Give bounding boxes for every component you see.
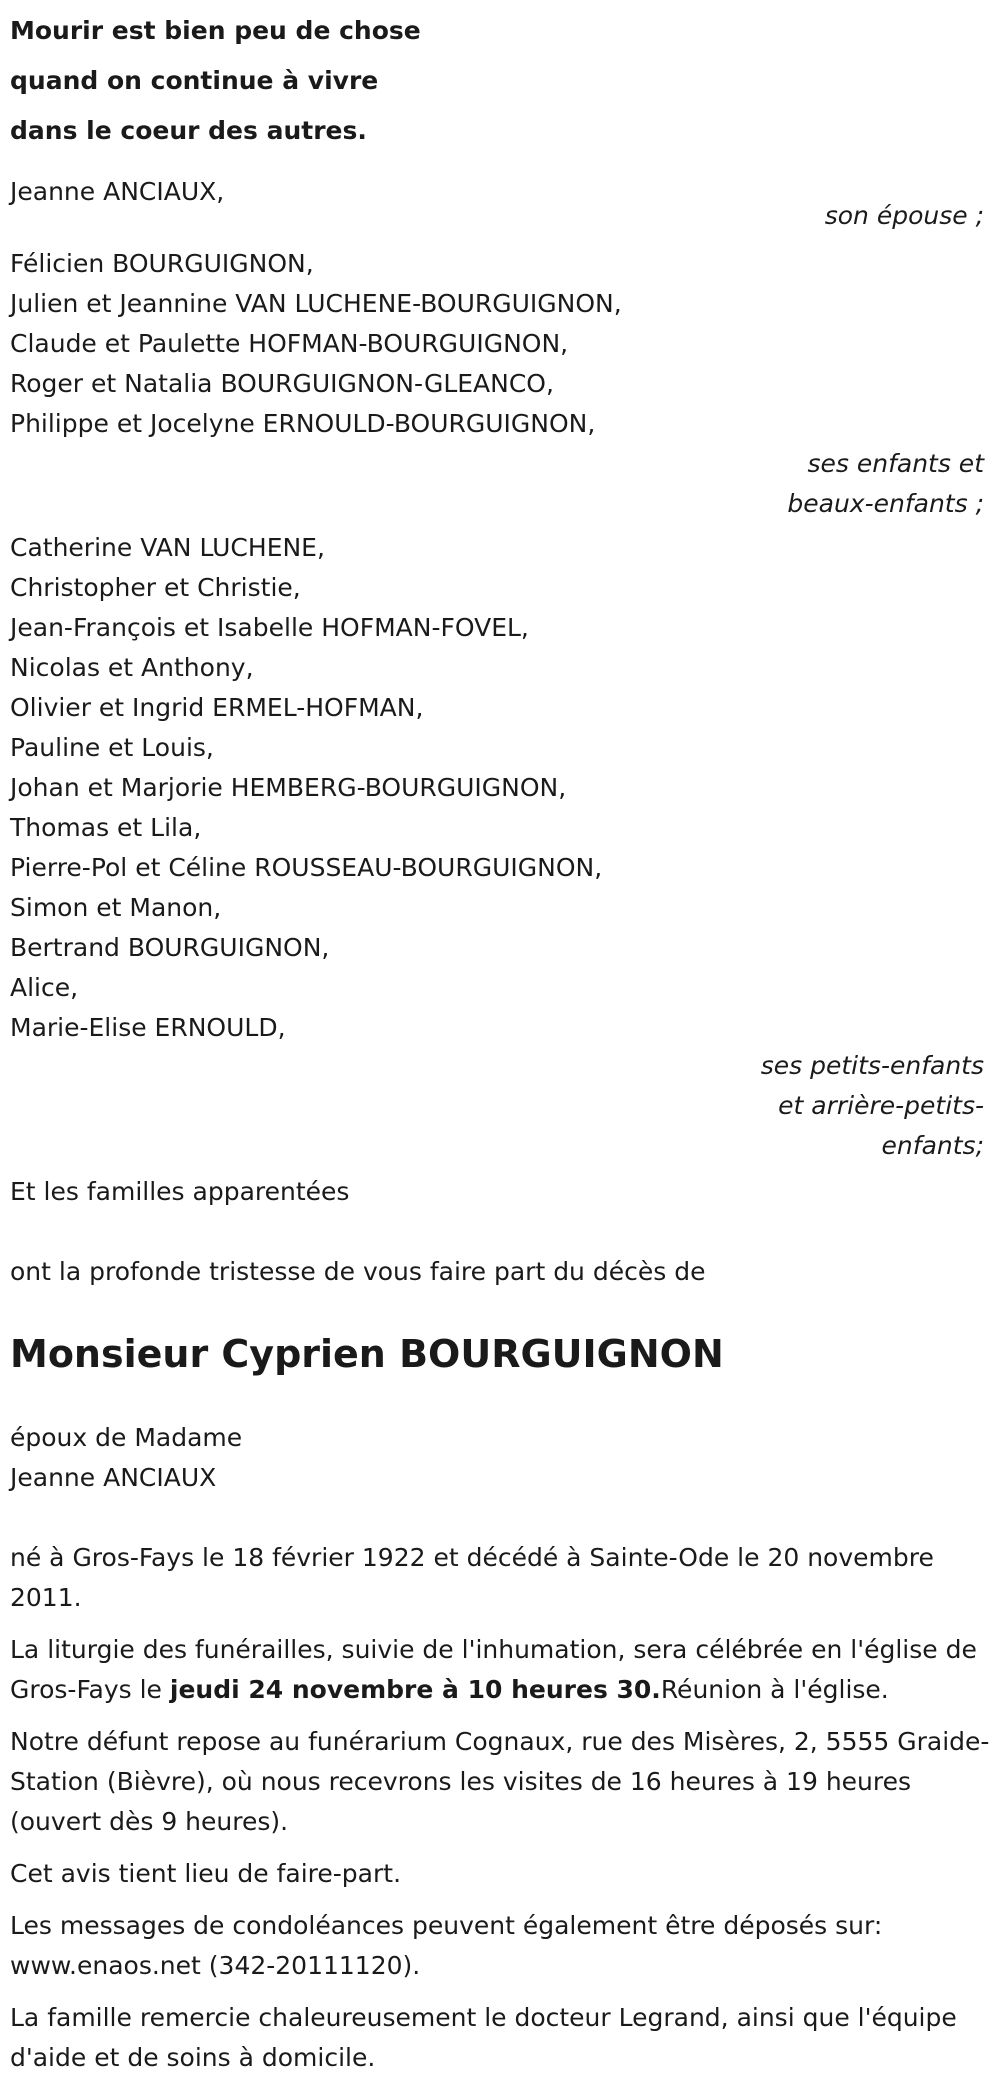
funeral-date-time: jeudi 24 novembre à 10 heures 30.	[169, 1675, 661, 1704]
list-item: Roger et Natalia BOURGUIGNON-GLEANCO,	[10, 369, 554, 398]
list-item: Philippe et Jocelyne ERNOULD-BOURGUIGNON,	[10, 409, 596, 438]
funeral-text-before: La liturgie des funérailles, suivie de l'inhumation, sera célébrée en l'église de Gros-Fays le	[10, 1635, 977, 1704]
notice-text: Cet avis tient lieu de faire-part.	[10, 1859, 402, 1888]
spouse-of-line: époux de Madame	[10, 1423, 243, 1452]
list-item: Thomas et Lila,	[10, 813, 202, 842]
notice-paragraph	[10, 1854, 990, 1894]
role-line: et arrière-petits-	[778, 1091, 984, 1120]
spouse-of	[10, 1418, 990, 1498]
list-item: Simon et Manon,	[10, 893, 222, 922]
list-item: Bertrand BOURGUIGNON,	[10, 933, 330, 962]
grandchildren-list	[10, 528, 990, 1048]
birth-death-text: né à Gros-Fays le 18 février 1922 et décédé à Sainte-Ode le 20 novembre 2011.	[10, 1543, 934, 1612]
condolences-text: Les messages de condoléances peuvent également être déposés sur: www.enaos.net (342-20111120).	[10, 1911, 883, 1980]
visitation-text: Notre défunt repose au funérarium Cognaux, rue des Misères, 2, 5555 Graide-Station (Bièvre), où nous recevrons les visites de 16 heures à 19 heures (ouvert dès 9 heures).	[10, 1727, 990, 1836]
announcement: ont la profonde tristesse de vous faire part du décès de	[10, 1257, 706, 1286]
spouse-role-text: son épouse ;	[824, 201, 984, 230]
epigraph-line: Mourir est bien peu de chose	[10, 16, 421, 45]
list-item: Claude et Paulette HOFMAN-BOURGUIGNON,	[10, 329, 569, 358]
related-families: Et les familles apparentées	[10, 1177, 350, 1206]
list-item: Pierre-Pol et Céline ROUSSEAU-BOURGUIGNON,	[10, 853, 603, 882]
list-item: Olivier et Ingrid ERMEL-HOFMAN,	[10, 693, 424, 722]
list-item: Julien et Jeannine VAN LUCHENE-BOURGUIGNON,	[10, 289, 622, 318]
thanks-text: La famille remercie chaleureusement le docteur Legrand, ainsi que l'équipe d'aide et de soins à domicile.	[10, 2003, 957, 2072]
epigraph-line: quand on continue à vivre	[10, 66, 379, 95]
role-line: ses petits-enfants	[760, 1051, 984, 1080]
spouse-of-line: Jeanne ANCIAUX	[10, 1463, 217, 1492]
list-item: Jean-François et Isabelle HOFMAN-FOVEL,	[10, 613, 529, 642]
role-line: ses enfants et	[807, 449, 984, 478]
epigraph-line: dans le coeur des autres.	[10, 116, 367, 145]
visitation-paragraph	[10, 1722, 990, 1842]
birth-death-paragraph	[10, 1538, 990, 1618]
list-item: Alice,	[10, 973, 79, 1002]
role-line: beaux-enfants ;	[787, 489, 984, 518]
list-item: Marie-Elise ERNOULD,	[10, 1013, 286, 1042]
list-item: Félicien BOURGUIGNON,	[10, 249, 314, 278]
list-item: Johan et Marjorie HEMBERG-BOURGUIGNON,	[10, 773, 567, 802]
list-item: Nicolas et Anthony,	[10, 653, 254, 682]
deceased-name: Monsieur Cyprien BOURGUIGNON	[10, 1332, 724, 1376]
thanks-paragraph	[10, 1998, 990, 2078]
funeral-paragraph	[10, 1630, 990, 1710]
children-list	[10, 244, 990, 444]
list-item: Pauline et Louis,	[10, 733, 214, 762]
spouse-name: Jeanne ANCIAUX,	[10, 177, 225, 206]
epigraph	[10, 0, 990, 156]
list-item: Christopher et Christie,	[10, 573, 301, 602]
grandchildren-role	[10, 1046, 990, 1166]
children-role	[10, 444, 990, 524]
list-item: Catherine VAN LUCHENE,	[10, 533, 325, 562]
role-line: enfants;	[881, 1131, 984, 1160]
condolences-paragraph	[10, 1906, 990, 1986]
funeral-text-after: Réunion à l'église.	[660, 1675, 889, 1704]
funeral-text	[10, 1630, 990, 1710]
